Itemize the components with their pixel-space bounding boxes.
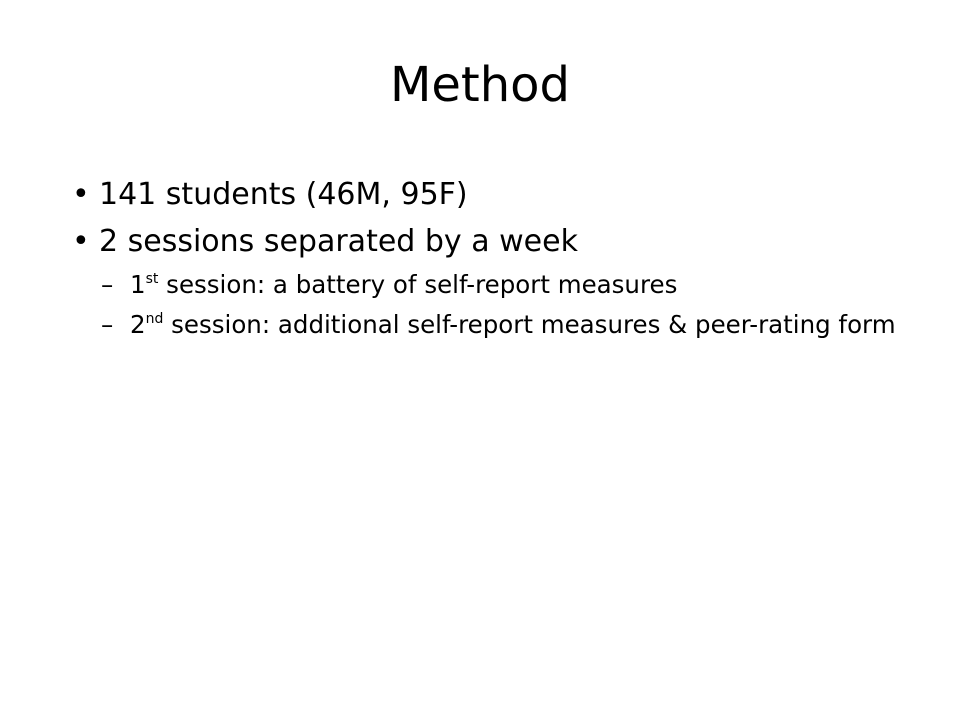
ordinal-number: 1	[130, 270, 146, 299]
ordinal-suffix: st	[145, 271, 159, 287]
ordinal-number: 2	[130, 309, 146, 339]
bullet-text: 2 sessions separated by a week	[99, 224, 578, 259]
sub-bullet-first-session	[72, 267, 902, 304]
sub-bullet-text: session: a battery of self-report measures	[158, 270, 678, 299]
bullet-item-students	[72, 172, 902, 217]
sub-bullet-text: session: additional self-report measures & peer-rating form	[163, 309, 896, 339]
dash-marker: –	[101, 270, 114, 299]
bullet-item-sessions	[72, 219, 902, 264]
bullet-marker: •	[72, 224, 90, 259]
bullet-marker: •	[72, 177, 90, 212]
slide-title: Method	[389, 57, 571, 113]
sub-bullet-second-session	[72, 307, 902, 344]
ordinal-suffix: nd	[145, 310, 164, 327]
dash-marker: –	[101, 309, 114, 339]
bullet-list	[72, 172, 902, 344]
bullet-text: 141 students (46M, 95F)	[99, 177, 468, 212]
